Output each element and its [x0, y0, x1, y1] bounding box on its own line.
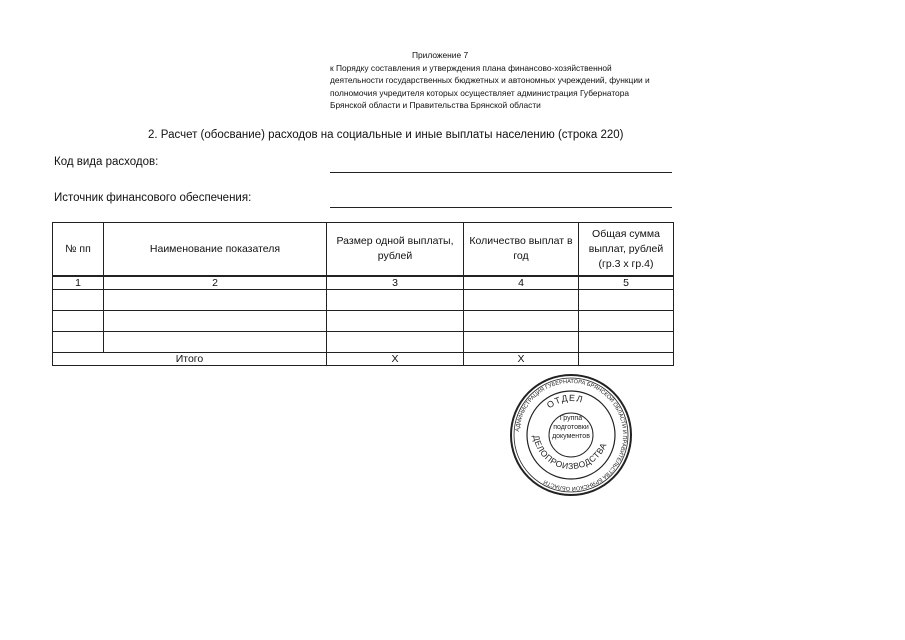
- stamp-arc-bottom: ДЕЛОПРОИЗВОДСТВА: [531, 434, 609, 472]
- calculation-table: [52, 222, 674, 366]
- istochnik-field[interactable]: [330, 207, 672, 208]
- table-row: [53, 290, 674, 311]
- table-cell[interactable]: [327, 332, 464, 353]
- official-stamp: [509, 373, 633, 497]
- table-header-row: [53, 223, 674, 277]
- appendix-line: полномочия учредителя которых осуществляет администрация Губернатора: [330, 87, 630, 98]
- stamp-center-text: [543, 414, 599, 441]
- table-cell[interactable]: [579, 332, 674, 353]
- table-cell[interactable]: [464, 311, 579, 332]
- table-cell[interactable]: [579, 311, 674, 332]
- appendix-line: к Порядку составления и утверждения плана финансово-хозяйственной: [330, 62, 612, 73]
- table-cell[interactable]: [104, 290, 327, 311]
- table-row: [53, 311, 674, 332]
- kod-vida-raskhodov-label: Код вида расходов:: [54, 156, 159, 168]
- istochnik-label: Источник финансового обеспечения:: [54, 192, 252, 204]
- column-number: 5: [579, 276, 674, 290]
- stamp-center-line: документов: [552, 433, 590, 440]
- table-cell[interactable]: [464, 332, 579, 353]
- table-row: [53, 332, 674, 353]
- stamp-center-line: Группа: [559, 415, 583, 422]
- table-cell[interactable]: [464, 290, 579, 311]
- total-col3: Х: [327, 353, 464, 366]
- table-cell[interactable]: [53, 311, 104, 332]
- total-col4: Х: [464, 353, 579, 366]
- column-number: 1: [53, 276, 104, 290]
- column-number: 2: [104, 276, 327, 290]
- appendix-header: [330, 49, 690, 112]
- header-cell: Количество выплат в год: [464, 223, 579, 277]
- stamp-arc-top: ОТДЕЛ: [544, 392, 585, 411]
- header-cell: Наименование показателя: [104, 223, 327, 277]
- appendix-title: Приложение 7: [412, 50, 469, 60]
- appendix-line: деятельности государственных бюджетных и автономных учреждений, функции и: [330, 75, 650, 85]
- header-cell: Общая сумма выплат, рублей (гр.3 х гр.4): [579, 223, 674, 277]
- stamp-ring-text: АДМИНИСТРАЦИЯ ГУБЕРНАТОРА БРЯНСКОЙ ОБЛАСТИ И ПРАВИТЕЛЬСТВА БРЯНСКОЙ ОБЛАСТИ: [515, 378, 628, 492]
- column-number: 3: [327, 276, 464, 290]
- total-row: [53, 353, 674, 366]
- table-cell[interactable]: [579, 290, 674, 311]
- column-number-row: [53, 276, 674, 290]
- table-cell[interactable]: [53, 332, 104, 353]
- header-cell: № пп: [53, 223, 104, 277]
- kod-vida-raskhodov-field[interactable]: [330, 172, 672, 173]
- section-heading: 2. Расчет (обосвание) расходов на социальные и иные выплаты населению (строка 220): [148, 129, 624, 141]
- table-cell[interactable]: [104, 311, 327, 332]
- stamp-center-line: подготовки: [553, 424, 589, 431]
- table-cell[interactable]: [53, 290, 104, 311]
- column-number: 4: [464, 276, 579, 290]
- total-col5[interactable]: [579, 353, 674, 366]
- table-cell[interactable]: [327, 290, 464, 311]
- appendix-line: Брянской области и Правительства Брянской области: [330, 100, 541, 110]
- table-cell[interactable]: [104, 332, 327, 353]
- table-cell[interactable]: [327, 311, 464, 332]
- total-label: Итого: [53, 353, 327, 366]
- header-cell: Размер одной выплаты, рублей: [327, 223, 464, 277]
